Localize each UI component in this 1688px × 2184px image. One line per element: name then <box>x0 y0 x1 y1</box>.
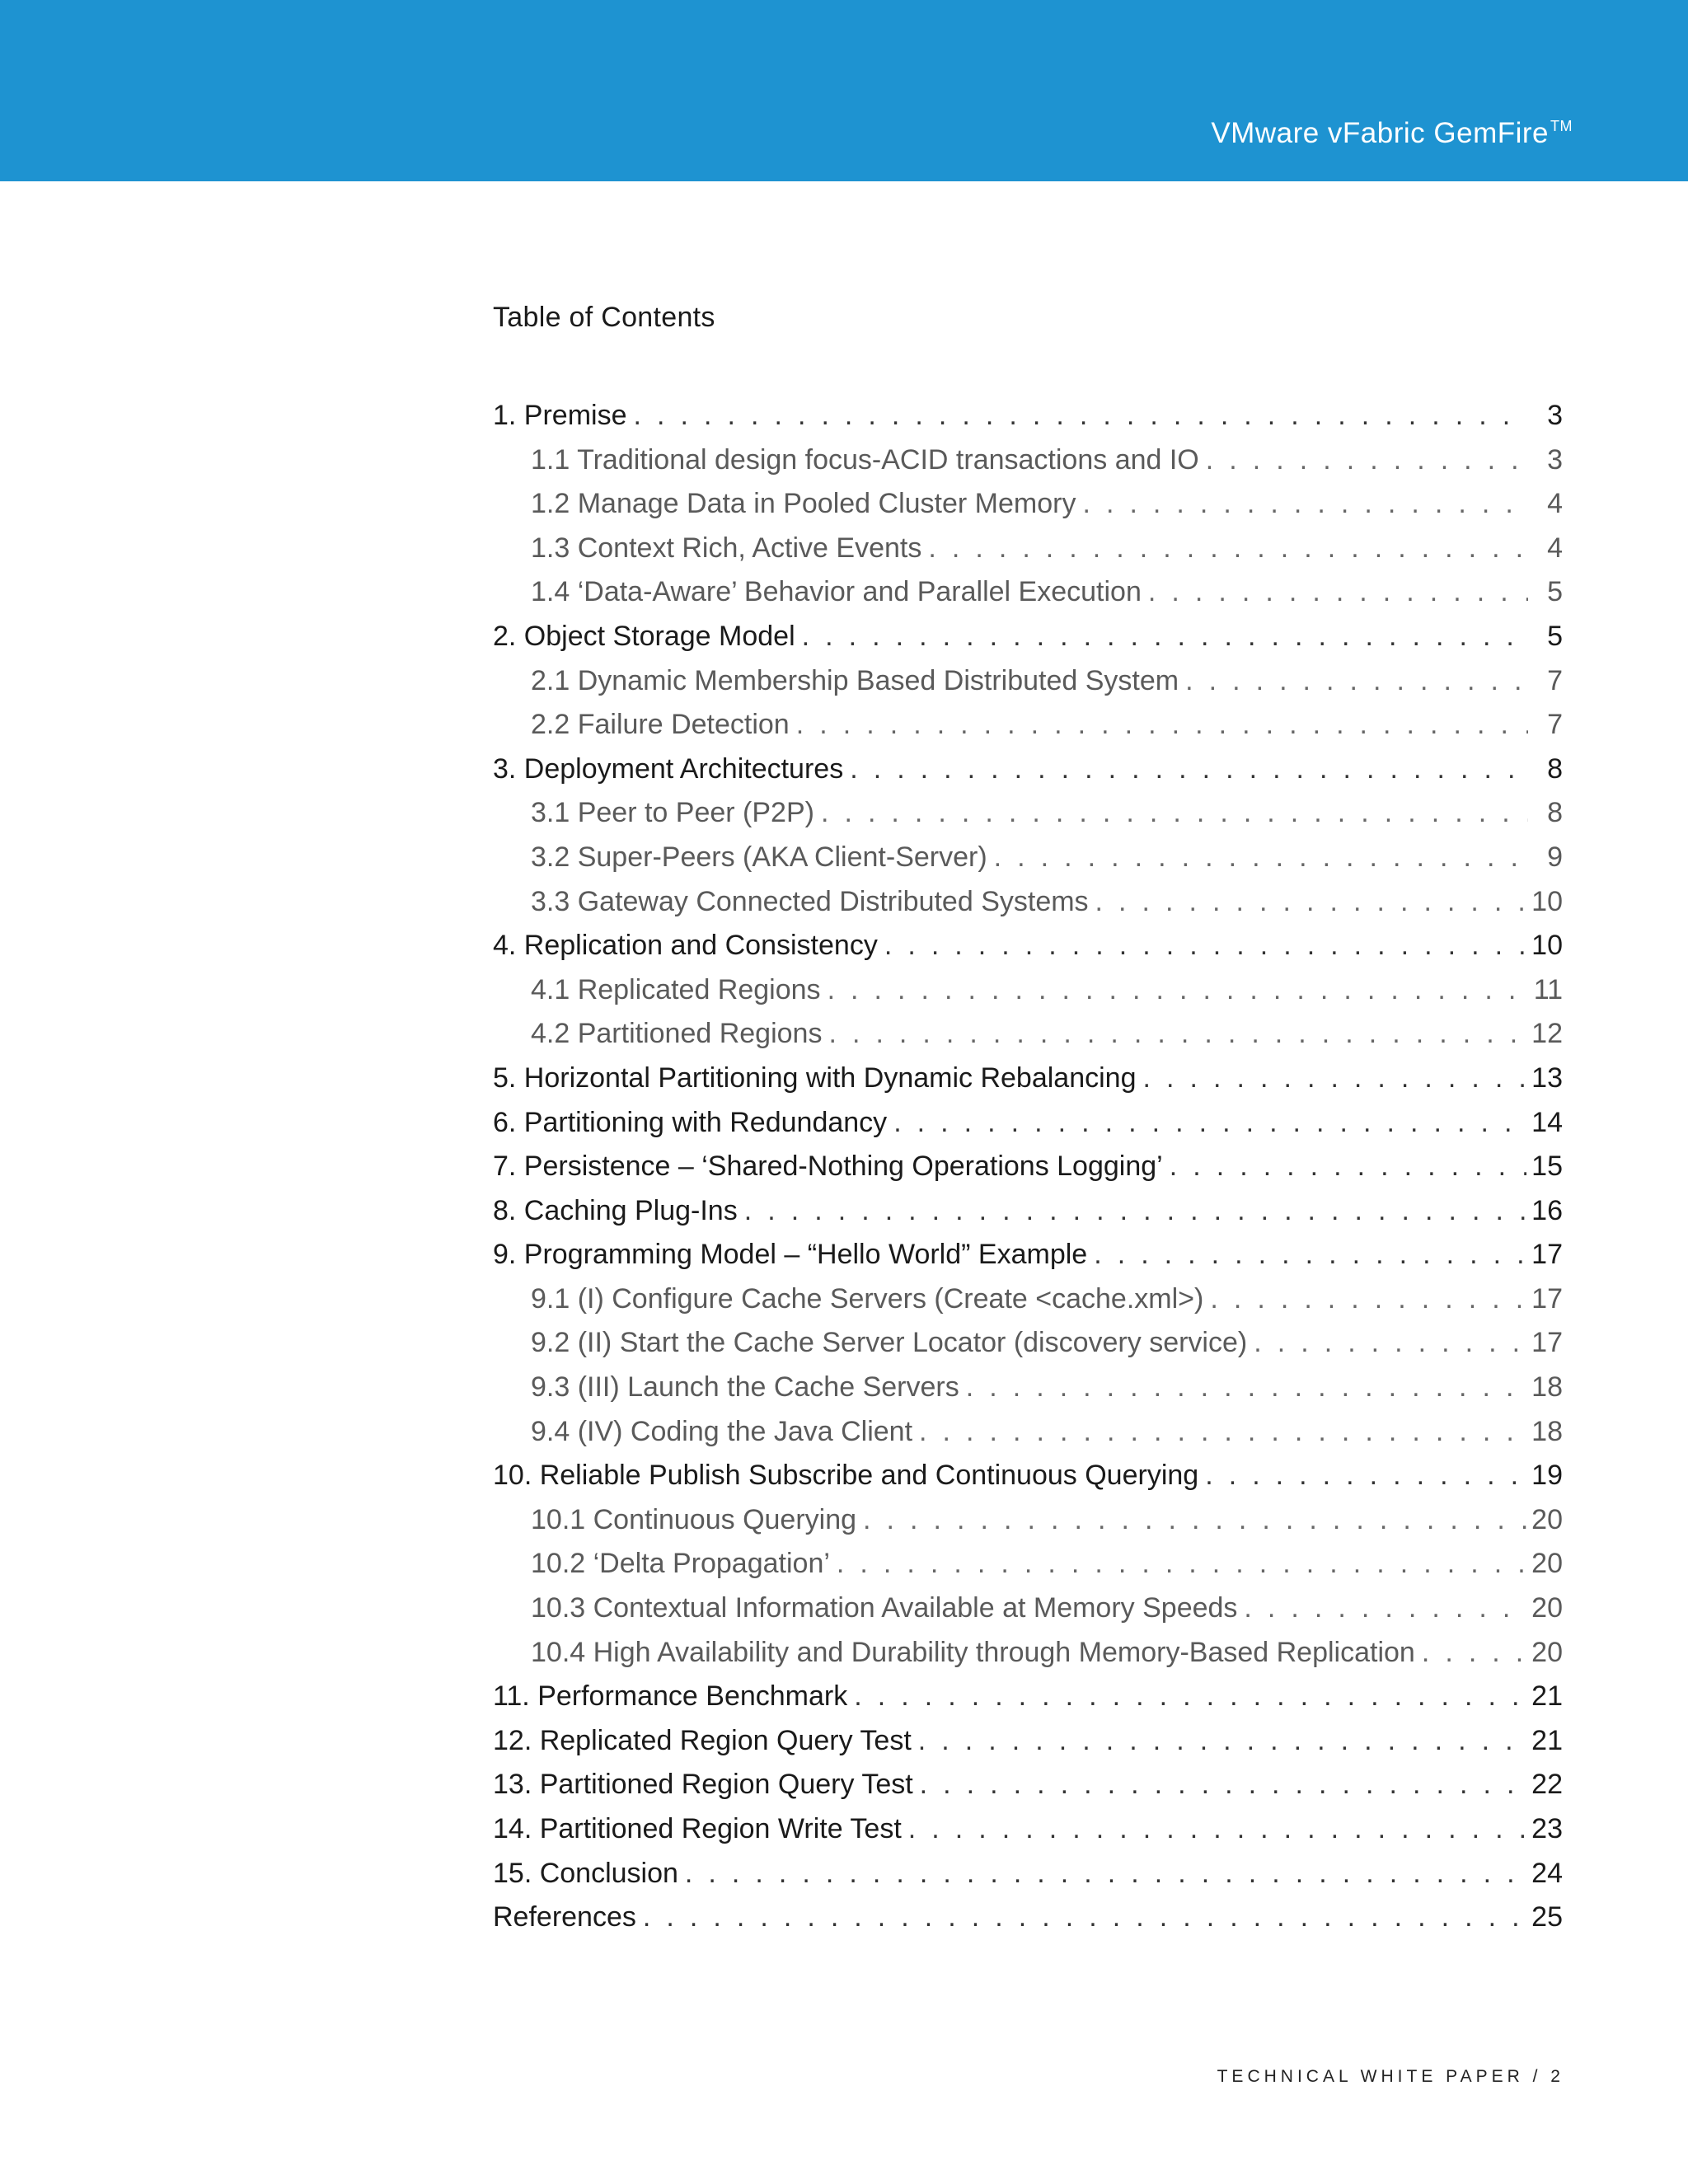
toc-entry-page-number: 7 <box>1547 709 1563 741</box>
dot-leader <box>893 1107 1526 1139</box>
dot-leader <box>919 1416 1526 1448</box>
toc-list <box>493 400 1563 1946</box>
toc-entry-label: 10.1 Continuous Querying <box>531 1503 857 1535</box>
toc-entry[interactable] <box>493 1858 1563 1902</box>
toc-entry-page-number: 21 <box>1531 1724 1563 1756</box>
toc-entry-label: References <box>493 1901 636 1933</box>
toc-entry[interactable] <box>493 1283 1563 1328</box>
toc-entry-label: 3. Deployment Architectures <box>493 752 844 785</box>
toc-entry-page-number: 25 <box>1531 1901 1563 1933</box>
trademark-symbol: TM <box>1550 118 1573 134</box>
toc-entry-label: 3.1 Peer to Peer (P2P) <box>531 797 814 829</box>
toc-entry-label: 2.1 Dynamic Membership Based Distributed System <box>531 664 1179 696</box>
toc-entry[interactable] <box>493 1062 1563 1107</box>
toc-entry[interactable] <box>493 1592 1563 1637</box>
toc-entry-label: 1. Premise <box>493 400 627 431</box>
toc-entry-page-number: 8 <box>1547 797 1563 829</box>
toc-entry[interactable] <box>493 1548 1563 1592</box>
toc-entry[interactable] <box>493 576 1563 621</box>
toc-entry-label: 1.2 Manage Data in Pooled Cluster Memory <box>531 488 1076 520</box>
toc-entry-label: 11. Performance Benchmark <box>493 1680 848 1713</box>
toc-entry-page-number: 10 <box>1531 930 1563 962</box>
dot-leader <box>1210 1283 1526 1315</box>
toc-entry-page-number: 16 <box>1531 1194 1563 1226</box>
toc-entry-label: 10.2 ‘Delta Propagation’ <box>531 1548 830 1580</box>
dot-leader <box>854 1680 1526 1713</box>
dot-leader <box>908 1813 1526 1845</box>
toc-entry-page-number: 13 <box>1531 1062 1563 1094</box>
toc-entry-label: 8. Caching Plug-Ins <box>493 1194 738 1226</box>
toc-entry-page-number: 3 <box>1547 400 1563 431</box>
dot-leader <box>1206 444 1528 476</box>
toc-entry-page-number: 9 <box>1547 841 1563 873</box>
toc-entry-label: 4.1 Replicated Regions <box>531 973 821 1005</box>
toc-entry-label: 1.4 ‘Data-Aware’ Behavior and Parallel Execution <box>531 576 1142 608</box>
toc-entry[interactable] <box>493 1680 1563 1725</box>
toc-heading: Table of Contents <box>493 302 715 333</box>
toc-entry-page-number: 10 <box>1531 885 1563 917</box>
toc-entry[interactable] <box>493 444 1563 489</box>
toc-entry[interactable] <box>493 665 1563 710</box>
toc-entry-page-number: 14 <box>1531 1106 1563 1138</box>
toc-entry[interactable] <box>493 886 1563 930</box>
toc-entry-page-number: 24 <box>1531 1857 1563 1889</box>
dot-leader <box>837 1548 1526 1580</box>
toc-entry[interactable] <box>493 1901 1563 1946</box>
dot-leader <box>863 1504 1526 1536</box>
toc-entry-page-number: 12 <box>1531 1018 1563 1050</box>
toc-entry[interactable] <box>493 841 1563 886</box>
dot-leader <box>685 1858 1526 1890</box>
toc-entry[interactable] <box>493 532 1563 577</box>
toc-entry-page-number: 4 <box>1547 532 1563 564</box>
toc-entry-page-number: 15 <box>1531 1151 1563 1183</box>
toc-entry[interactable] <box>493 1195 1563 1240</box>
toc-entry-page-number: 19 <box>1531 1460 1563 1492</box>
toc-entry[interactable] <box>493 1018 1563 1062</box>
toc-entry-label: 6. Partitioning with Redundancy <box>493 1106 888 1138</box>
footer-page-label: TECHNICAL WHITE PAPER / 2 <box>1217 2067 1564 2086</box>
toc-entry[interactable] <box>493 1107 1563 1151</box>
header-band <box>0 0 1688 181</box>
dot-leader <box>1094 1239 1526 1271</box>
toc-entry-label: 13. Partitioned Region Query Test <box>493 1769 913 1801</box>
dot-leader <box>918 1725 1526 1757</box>
toc-entry-label: 14. Partitioned Region Write Test <box>493 1813 902 1844</box>
toc-entry-label: 15. Conclusion <box>493 1857 678 1889</box>
toc-entry-label: 9.1 (I) Configure Cache Servers (Create <cache.xml>) <box>531 1282 1204 1315</box>
dot-leader <box>828 1018 1526 1050</box>
toc-entry-label: 12. Replicated Region Query Test <box>493 1724 912 1756</box>
dot-leader <box>920 1769 1527 1801</box>
toc-entry-label: 9.4 (IV) Coding the Java Client <box>531 1415 913 1447</box>
toc-entry-page-number: 22 <box>1531 1769 1563 1801</box>
toc-entry[interactable] <box>493 753 1563 798</box>
dot-leader <box>1170 1151 1526 1183</box>
toc-entry-page-number: 5 <box>1547 620 1563 652</box>
product-title <box>1211 117 1573 150</box>
dot-leader <box>643 1901 1526 1933</box>
toc-entry-label: 10. Reliable Publish Subscribe and Continuous Querying <box>493 1460 1199 1492</box>
toc-entry[interactable] <box>493 1813 1563 1858</box>
toc-entry-page-number: 23 <box>1531 1813 1563 1844</box>
dot-leader <box>1095 886 1527 918</box>
dot-leader <box>994 841 1528 874</box>
toc-entry[interactable] <box>493 709 1563 753</box>
toc-entry-page-number: 18 <box>1531 1371 1563 1404</box>
toc-entry[interactable] <box>493 488 1563 532</box>
toc-entry-page-number: 20 <box>1531 1548 1563 1580</box>
dot-leader <box>796 709 1528 741</box>
toc-entry[interactable] <box>493 1327 1563 1371</box>
dot-leader <box>1143 1062 1527 1094</box>
dot-leader <box>634 400 1529 432</box>
toc-entry-label: 10.3 Contextual Information Available at Memory Speeds <box>531 1592 1238 1624</box>
toc-entry-page-number: 17 <box>1531 1239 1563 1271</box>
toc-entry[interactable] <box>493 1416 1563 1460</box>
toc-entry[interactable] <box>493 1725 1563 1769</box>
toc-entry-label: 2.2 Failure Detection <box>531 709 790 741</box>
toc-entry-page-number: 20 <box>1531 1636 1563 1668</box>
toc-entry-label: 3.2 Super-Peers (AKA Client-Server) <box>531 841 987 873</box>
toc-entry-page-number: 17 <box>1531 1282 1563 1315</box>
toc-entry[interactable] <box>493 1460 1563 1504</box>
toc-entry-page-number: 20 <box>1531 1592 1563 1624</box>
dot-leader <box>884 930 1526 962</box>
dot-leader <box>744 1195 1526 1227</box>
dot-leader <box>966 1371 1526 1404</box>
toc-entry-label: 9. Programming Model – “Hello World” Example <box>493 1239 1088 1271</box>
toc-entry-label: 2. Object Storage Model <box>493 620 795 652</box>
toc-entry-label: 4. Replication and Consistency <box>493 930 878 962</box>
toc-entry[interactable] <box>493 1504 1563 1549</box>
toc-entry[interactable] <box>493 621 1563 665</box>
dot-leader <box>1205 1460 1526 1492</box>
dot-leader <box>1148 576 1528 608</box>
toc-entry-page-number: 3 <box>1547 443 1563 476</box>
toc-entry-label: 7. Persistence – ‘Shared-Nothing Operations Logging’ <box>493 1151 1163 1183</box>
toc-entry-label: 10.4 High Availability and Durability through Memory-Based Replication <box>531 1636 1415 1668</box>
toc-entry-label: 1.1 Traditional design focus-ACID transactions and IO <box>531 443 1199 476</box>
toc-entry-label: 5. Horizontal Partitioning with Dynamic Rebalancing <box>493 1062 1137 1094</box>
toc-entry[interactable] <box>493 400 1563 444</box>
dot-leader <box>1244 1592 1526 1624</box>
dot-leader <box>1185 665 1528 697</box>
toc-entry[interactable] <box>493 797 1563 841</box>
dot-leader <box>821 797 1528 829</box>
toc-entry-page-number: 20 <box>1531 1503 1563 1535</box>
toc-entry[interactable] <box>493 974 1563 1019</box>
dot-leader <box>928 532 1528 565</box>
dot-leader <box>850 753 1528 785</box>
dot-leader <box>1082 488 1528 520</box>
dot-leader <box>1422 1637 1526 1669</box>
toc-entry[interactable] <box>493 1371 1563 1416</box>
toc-entry-label: 9.3 (III) Launch the Cache Servers <box>531 1371 959 1404</box>
toc-entry-page-number: 18 <box>1531 1415 1563 1447</box>
toc-entry-page-number: 11 <box>1533 973 1563 1005</box>
dot-leader <box>828 974 1528 1006</box>
toc-entry-page-number: 5 <box>1547 576 1563 608</box>
toc-entry[interactable] <box>493 1637 1563 1681</box>
toc-entry[interactable] <box>493 1151 1563 1195</box>
toc-entry-page-number: 21 <box>1531 1680 1563 1713</box>
dot-leader <box>802 621 1528 653</box>
toc-entry-page-number: 17 <box>1531 1327 1563 1359</box>
toc-entry-page-number: 4 <box>1547 488 1563 520</box>
dot-leader <box>1254 1327 1526 1359</box>
toc-entry-label: 3.3 Gateway Connected Distributed Systems <box>531 885 1089 917</box>
toc-entry-page-number: 8 <box>1547 752 1563 785</box>
toc-entry[interactable] <box>493 1239 1563 1283</box>
toc-entry[interactable] <box>493 1769 1563 1813</box>
product-title-text: VMware vFabric GemFire <box>1211 117 1549 149</box>
toc-entry-label: 4.2 Partitioned Regions <box>531 1018 823 1050</box>
toc-entry-label: 1.3 Context Rich, Active Events <box>531 532 922 564</box>
toc-entry[interactable] <box>493 930 1563 974</box>
toc-entry-page-number: 7 <box>1547 664 1563 696</box>
toc-entry-label: 9.2 (II) Start the Cache Server Locator (discovery service) <box>531 1327 1248 1359</box>
